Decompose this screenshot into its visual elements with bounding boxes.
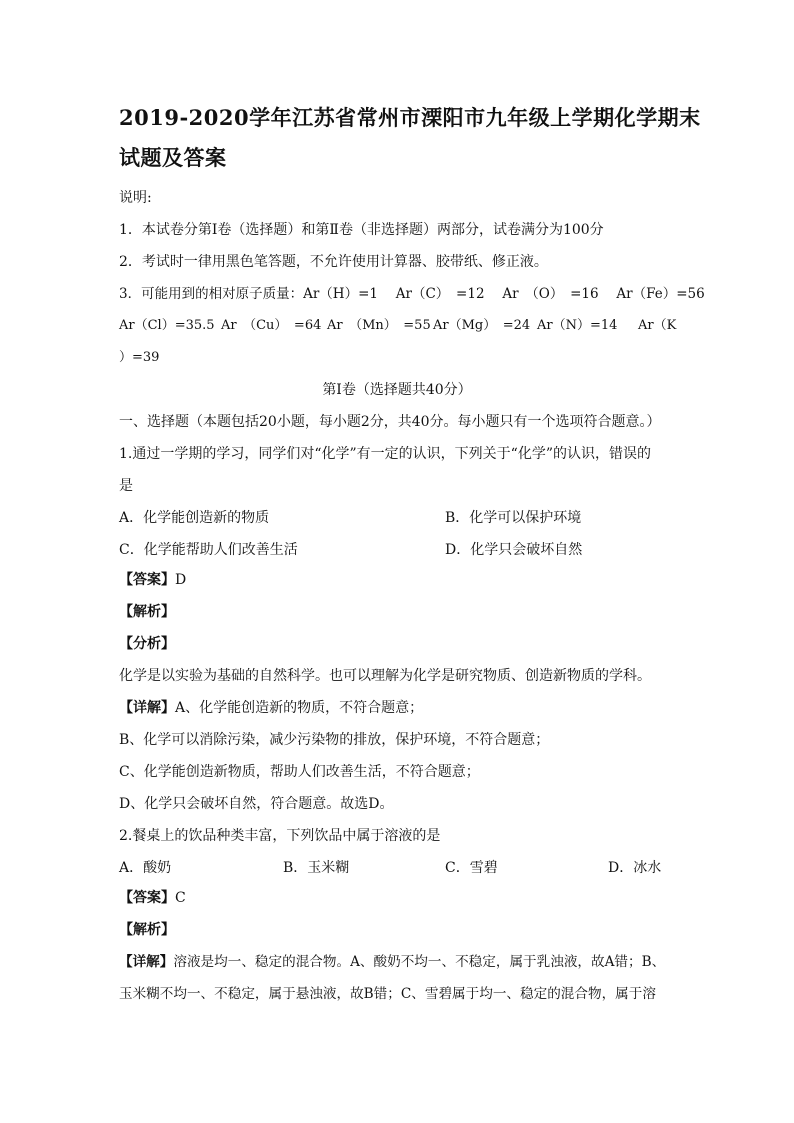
instruction-item-1: 1．本试卷分第Ⅰ卷（选择题）和第Ⅱ卷（非选择题）两部分，试卷满分为100分	[119, 222, 604, 238]
q1-fenxi-text: 化学是以实验为基础的自然科学。也可以理解为化学是研究物质、创造新物质的学科。	[119, 668, 651, 684]
q2-option-b: B．玉米糊	[283, 860, 350, 876]
atomic-mass-cu: Ar （Cu） =64	[221, 318, 322, 333]
q1-detail-label: 【详解】	[119, 700, 175, 716]
q1-fenxi-label: 【分析】	[119, 636, 175, 652]
q1-detail-c: C、化学能创造新物质，帮助人们改善生活，不符合题意；	[119, 764, 480, 780]
document-title-line1: 2019-2020学年江苏省常州市溧阳市九年级上学期化学期末	[119, 105, 701, 130]
q1-detail-d: D、化学只会破坏自然，符合题意。故选D。	[119, 796, 394, 812]
q2-option-c: C．雪碧	[445, 860, 498, 876]
q1-answer-value: D	[175, 572, 187, 588]
atomic-mass-k: Ar（K	[638, 318, 677, 333]
atomic-mass-mn: Ar （Mn） =55	[327, 318, 431, 333]
q2-answer	[119, 888, 186, 908]
atomic-mass-n: Ar（N）=14	[537, 318, 618, 333]
section-heading: 第Ⅰ卷（选择题共40分）	[322, 382, 472, 398]
q1-detail-b: B、化学可以消除污染，减少污染物的排放，保护环境，不符合题意；	[119, 732, 550, 748]
q2-detail-label: 【详解】	[119, 954, 174, 970]
q2-detail-line1: 溶液是均一、稳定的混合物。A、酸奶不均一、不稳定，属于乳浊液，故A错；B、	[173, 954, 666, 970]
q1-option-a: A．化学能创造新的物质	[119, 510, 270, 526]
q2-answer-label: 【答案】	[119, 890, 175, 906]
q1-stem-line2: 是	[119, 478, 133, 494]
q1-analysis-label: 【解析】	[119, 604, 175, 620]
atomic-mass-cl: Ar（Cl）=35.5	[119, 318, 215, 333]
q2-option-d: D．冰水	[608, 860, 662, 876]
atomic-mass-mg: Ar（Mg） =24	[433, 318, 531, 333]
q1-detail-a: A、化学能创造新的物质，不符合题意；	[175, 700, 424, 716]
q2-option-a: A．酸奶	[119, 860, 172, 876]
q1-answer-label: 【答案】	[119, 572, 175, 588]
instructions-heading: 说明:	[119, 190, 152, 206]
q2-analysis-label: 【解析】	[119, 922, 175, 938]
q2-answer-value: C	[175, 890, 186, 906]
part-title: 一、选择题（本题包括20小题，每小题2分，共40分。每小题只有一个选项符合题意。）	[119, 414, 661, 430]
q1-option-c: C．化学能帮助人们改善生活	[119, 542, 298, 558]
instruction-item-3: 3．可能用到的相对原子质量：Ar（H）=1 Ar（C） =12 Ar （O） =16 Ar（Fe）=56	[119, 286, 705, 302]
atomic-mass-row-end: ）=39	[119, 350, 160, 365]
q1-option-b: B．化学可以保护环境	[445, 510, 582, 526]
q1-answer	[119, 570, 186, 590]
q2-detail-line2: 玉米糊不均一、不稳定，属于悬浊液，故B错；C、雪碧属于均一、稳定的混合物，属于溶	[119, 986, 656, 1002]
q1-option-d: D．化学只会破坏自然	[445, 542, 583, 558]
q1-detail	[119, 698, 423, 718]
q2-stem: 2.餐桌上的饮品种类丰富，下列饮品中属于溶液的是	[119, 828, 441, 844]
document-title-line2: 试题及答案	[119, 145, 227, 170]
q2-detail	[119, 952, 665, 972]
instruction-item-2: 2．考试时一律用黑色笔答题，不允许使用计算器、胶带纸、修正液。	[119, 254, 548, 270]
q1-stem-line1: 1.通过一学期的学习，同学们对“化学”有一定的认识，下列关于“化学”的认识，错误的	[119, 446, 651, 462]
